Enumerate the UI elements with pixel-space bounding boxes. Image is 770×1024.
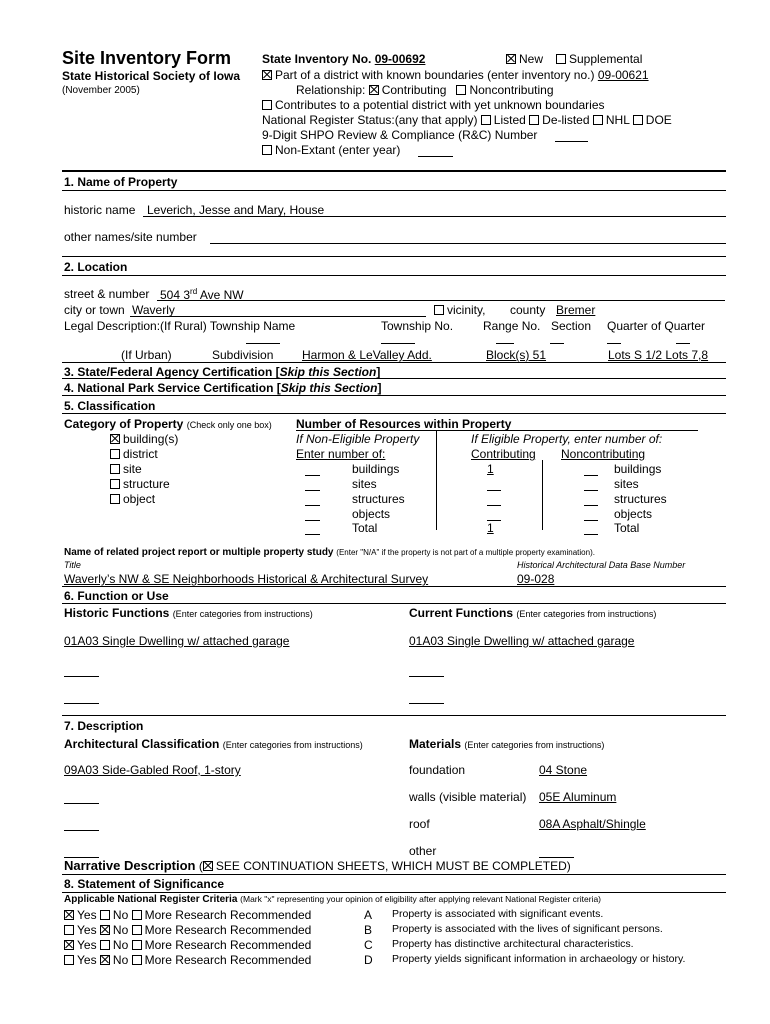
non-extant-year-field[interactable] — [418, 156, 453, 157]
type-object[interactable]: object — [110, 493, 155, 505]
current-function-field-2[interactable] — [409, 676, 444, 677]
supplemental-checkbox[interactable]: Supplemental — [556, 53, 642, 65]
elig-objects: objects — [614, 507, 653, 521]
section-3-heading: 3. State/Federal Agency Certification [Skip this Section] — [64, 365, 381, 379]
section-6-heading: 6. Function or Use — [64, 589, 169, 603]
criteria-row-d: Yes No More Research Recommended — [64, 954, 311, 966]
street-label: street & number — [64, 287, 150, 301]
narrative-checkbox[interactable] — [203, 861, 213, 871]
criteria-a-letter: A — [364, 908, 373, 922]
criteria-a-more[interactable] — [132, 910, 142, 920]
materials-label: Materials (Enter categories from instructions) — [409, 737, 605, 751]
legal-description-label: Legal Description:(If Rural) Township Name — [64, 319, 296, 333]
contrib-buildings[interactable]: 1 — [487, 462, 494, 476]
elig-structures: structures — [614, 492, 667, 506]
criteria-b-letter: B — [364, 923, 373, 937]
db-number-label: Historical Architectural Data Base Number — [517, 560, 686, 570]
new-checkbox[interactable]: New — [506, 53, 543, 65]
arch-field-3[interactable] — [64, 830, 99, 831]
criteria-c-no[interactable] — [100, 940, 110, 950]
walls-value[interactable]: 05E Aluminum — [539, 790, 617, 804]
roof-label: roof — [409, 817, 430, 831]
range-no-label: Range No. — [483, 319, 541, 333]
subdivision-value[interactable]: Harmon & LeValley Add. — [302, 348, 432, 362]
other-names-label: other names/site number — [64, 230, 197, 244]
district-number: 09-00621 — [597, 68, 649, 82]
foundation-value[interactable]: 04 Stone — [539, 763, 588, 777]
if-urban-label: (If Urban) — [121, 348, 172, 362]
criteria-a-yes[interactable] — [64, 910, 74, 920]
criteria-d-no[interactable] — [100, 955, 110, 965]
contrib-total[interactable]: 1 — [487, 521, 494, 535]
section-1-heading: 1. Name of Property — [64, 175, 178, 189]
city-value[interactable]: Waverly — [132, 303, 175, 317]
historic-name-value[interactable]: Leverich, Jesse and Mary, House — [147, 203, 325, 217]
section-8-heading: 8. Statement of Significance — [64, 877, 225, 891]
nr-status-row: National Register Status:(any that apply) Listed De-listed NHL DOE — [262, 113, 672, 127]
noncontributing-checkbox[interactable] — [456, 85, 466, 95]
form-date: (November 2005) — [62, 85, 140, 96]
subdivision-label: Subdivision — [212, 348, 274, 362]
resources-heading: Number of Resources within Property — [296, 417, 512, 431]
part-of-district[interactable]: Part of a district with known boundaries (enter inventory no.) 09-00621 — [262, 69, 649, 81]
city-label: city or town — [64, 303, 125, 317]
arch-field-2[interactable] — [64, 803, 99, 804]
criteria-c-letter: C — [364, 938, 373, 952]
shpo-label: 9-Digit SHPO Review & Compliance (R&C) Number — [262, 128, 538, 142]
criteria-a-no[interactable] — [100, 910, 110, 920]
type-district[interactable]: district — [110, 448, 158, 460]
form-title: Site Inventory Form — [62, 48, 232, 68]
criteria-b-desc: Property is associated with the lives of significant persons. — [392, 923, 663, 935]
historic-name-label: historic name — [64, 203, 136, 217]
criteria-c-desc: Property has distinctive architectural characteristics. — [392, 938, 634, 950]
eligible-label: If Eligible Property, enter number of: — [471, 432, 663, 446]
block-value[interactable]: Block(s) 51 — [486, 348, 547, 362]
quarter-label: Quarter of Quarter — [607, 319, 706, 333]
nhl-checkbox[interactable] — [593, 115, 603, 125]
township-no-label: Township No. — [381, 319, 454, 333]
county-label: county — [510, 303, 546, 317]
criteria-b-yes[interactable] — [64, 925, 74, 935]
historic-function-field-3[interactable] — [64, 703, 99, 704]
current-functions-label: Current Functions (Enter categories from instructions) — [409, 606, 657, 620]
current-function-field-3[interactable] — [409, 703, 444, 704]
inventory-label: State Inventory No. 09-00692 — [262, 52, 426, 66]
criteria-d-letter: D — [364, 953, 373, 967]
arch-classification-value[interactable]: 09A03 Side-Gabled Roof, 1-story — [64, 763, 241, 777]
criteria-d-yes[interactable] — [64, 955, 74, 965]
listed-checkbox[interactable] — [481, 115, 491, 125]
project-title-value[interactable]: Waverly’s NW & SE Neighborhoods Historical & Architectural Survey — [64, 572, 429, 586]
criteria-row-a: Yes No More Research Recommended — [64, 909, 311, 921]
non-eligible-label: If Non-Eligible Property — [296, 432, 420, 446]
lots-value[interactable]: Lots S 1/2 Lots 7,8 — [608, 348, 709, 362]
type-building[interactable]: building(s) — [110, 433, 178, 445]
criteria-row-c: Yes No More Research Recommended — [64, 939, 311, 951]
walls-label: walls (visible material) — [409, 790, 527, 804]
resource-sites: sites — [352, 477, 377, 491]
delisted-checkbox[interactable] — [529, 115, 539, 125]
criteria-d-more[interactable] — [132, 955, 142, 965]
other-material-label: other — [409, 844, 437, 858]
resource-buildings: buildings — [352, 462, 400, 476]
criteria-row-b: Yes No More Research Recommended — [64, 924, 311, 936]
roof-value[interactable]: 08A Asphalt/Shingle — [539, 817, 646, 831]
street-value[interactable]: 504 3rd Ave NW — [160, 287, 244, 302]
contributing-header: Contributing — [471, 447, 536, 461]
inventory-number: 09-00692 — [374, 52, 426, 66]
criteria-c-yes[interactable] — [64, 940, 74, 950]
criteria-c-more[interactable] — [132, 940, 142, 950]
contributes-potential[interactable]: Contributes to a potential district with yet unknown boundaries — [262, 99, 605, 111]
project-label: Name of related project report or multiple property study (Enter "N/A" if the property is not part of a multiple property examination). — [64, 547, 595, 558]
section-5-heading: 5. Classification — [64, 399, 156, 413]
org-name: State Historical Society of Iowa — [62, 69, 241, 83]
title-label: Title — [64, 560, 81, 570]
elig-buildings: buildings — [614, 462, 662, 476]
arch-classification-label: Architectural Classification (Enter categories from instructions) — [64, 737, 363, 751]
noncontributing-header: Noncontributing — [561, 447, 646, 461]
elig-sites: sites — [614, 477, 639, 491]
current-function-value[interactable]: 01A03 Single Dwelling w/ attached garage — [409, 634, 635, 648]
criteria-d-desc: Property yields significant information in archaeology or history. — [392, 953, 686, 965]
historic-functions-label: Historic Functions (Enter categories from instructions) — [64, 606, 313, 620]
section-4-heading: 4. National Park Service Certification [Skip this Section] — [64, 381, 382, 395]
relationship-row: Relationship: Contributing Noncontributing — [296, 83, 554, 97]
doe-checkbox[interactable] — [633, 115, 643, 125]
foundation-label: foundation — [409, 763, 466, 777]
other-material-field[interactable] — [539, 857, 574, 858]
contributing-checkbox[interactable] — [369, 85, 379, 95]
criteria-b-more[interactable] — [132, 925, 142, 935]
shpo-field[interactable] — [555, 141, 588, 142]
narrative-description: Narrative Description ( SEE CONTINUATION SHEETS, WHICH MUST BE COMPLETED) — [64, 858, 571, 873]
resource-structures: structures — [352, 492, 405, 506]
section-7-heading: 7. Description — [64, 719, 144, 733]
category-label: Category of Property (Check only one box) — [64, 417, 272, 431]
criteria-label: Applicable National Register Criteria (Mark "x" representing your opinion of eligibility after applying relevant National Register criteria) — [64, 894, 602, 905]
enter-number-label: Enter number of: — [296, 447, 386, 461]
non-extant[interactable]: Non-Extant (enter year) — [262, 144, 400, 156]
criteria-a-desc: Property is associated with significant events. — [392, 908, 604, 920]
resource-total: Total — [352, 521, 378, 535]
historic-function-field-2[interactable] — [64, 676, 99, 677]
db-number-value[interactable]: 09-028 — [517, 572, 555, 586]
historic-function-value[interactable]: 01A03 Single Dwelling w/ attached garage — [64, 634, 290, 648]
type-structure[interactable]: structure — [110, 478, 170, 490]
county-value[interactable]: Bremer — [556, 303, 596, 317]
section-label: Section — [551, 319, 592, 333]
other-names-field[interactable] — [210, 243, 726, 244]
section-2-heading: 2. Location — [64, 260, 128, 274]
resource-objects: objects — [352, 507, 391, 521]
vicinity-checkbox[interactable]: vicinity, — [434, 304, 485, 316]
type-site[interactable]: site — [110, 463, 142, 475]
elig-total: Total — [614, 521, 640, 535]
criteria-b-no[interactable] — [100, 925, 110, 935]
